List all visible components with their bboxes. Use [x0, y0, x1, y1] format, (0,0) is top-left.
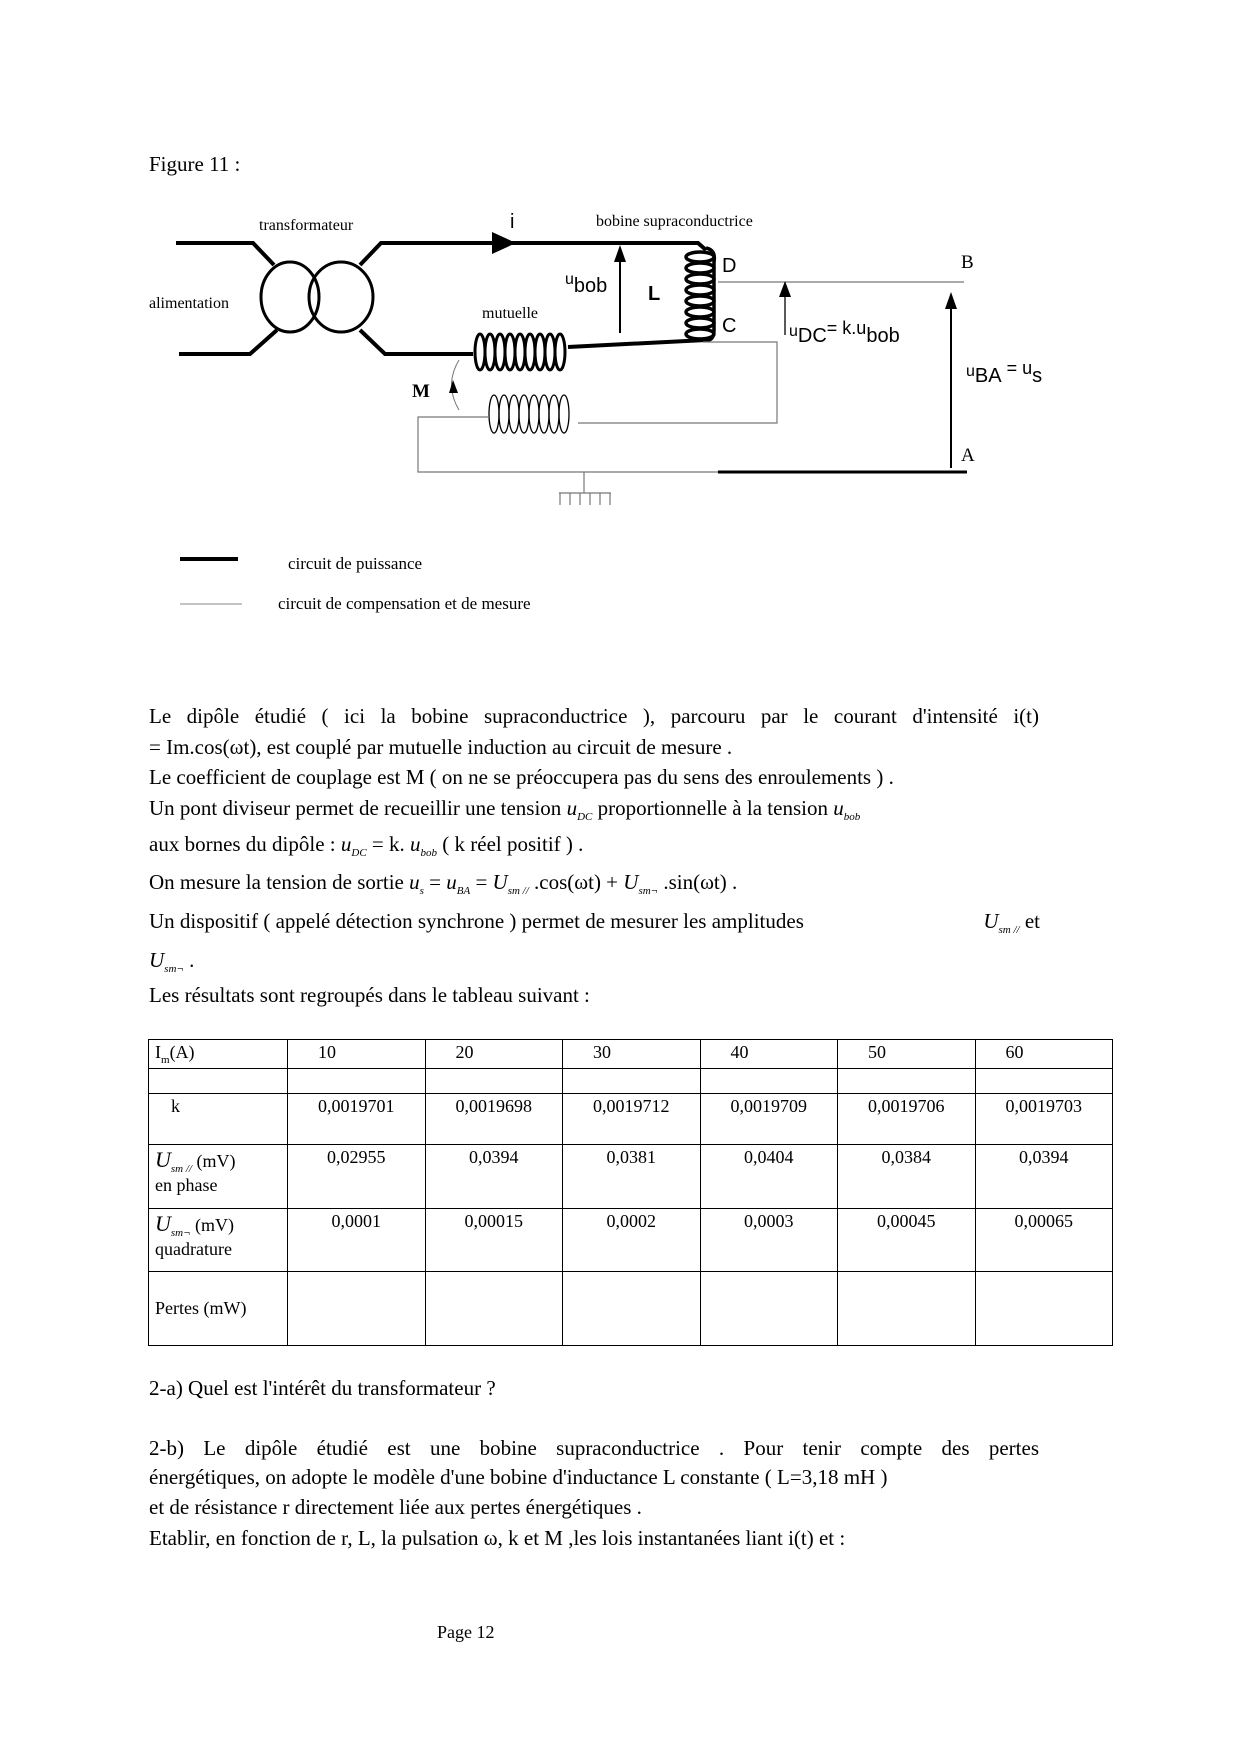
label-L: L — [648, 283, 661, 305]
table-cell: 0,00045 — [838, 1209, 976, 1272]
label-coil-title: bobine supraconductrice — [596, 213, 753, 230]
table-cell: 0,02955 — [288, 1145, 426, 1209]
text-line: On mesure la tension de sortie $u_s = u_{BA} = U_{sm //}$ $.\cos(\omega t) + U_{sm\neg}$ .sin(ωt) . — [149, 870, 738, 897]
header-quadrature: $U_{sm\neg}$ (mV) quadrature — [149, 1209, 288, 1272]
text-line: Le dipôle étudié ( ici la bobine supraconductrice ), parcouru par le courant d'intensité i(t) — [149, 704, 1039, 728]
legend-power-circuit: circuit de puissance — [288, 554, 423, 573]
table-cell: 30 — [563, 1040, 701, 1069]
table-cell: 0,00065 — [975, 1209, 1113, 1272]
label-D: D — [722, 255, 737, 277]
coil-mutual-primary — [475, 334, 565, 370]
table-cell: 40 — [700, 1040, 838, 1069]
text-line: = Im.cos(ωt), est couplé par mutuelle induction au circuit de mesure . — [149, 735, 733, 759]
circuit-diagram — [0, 0, 1240, 640]
table-cell: 0,0019709 — [700, 1094, 838, 1145]
table-cell: 0,0394 — [975, 1145, 1113, 1209]
table-cell: 0,00015 — [425, 1209, 563, 1272]
table-cell: 0,0394 — [425, 1145, 563, 1209]
text-line: Le coefficient de couplage est M ( on ne se préoccupera pas du sens des enroulements ) . — [149, 765, 894, 789]
label-B: B — [961, 252, 974, 273]
table-row-current — [149, 1040, 1113, 1069]
label-mutual: mutuelle — [482, 305, 538, 322]
text-line: Un pont diviseur permet de recueillir une tension $u_{DC}$ proportionnelle à la tension $u_{bob}$ — [149, 796, 861, 823]
text-line: Un dispositif ( appelé détection synchrone ) permet de mesurer les amplitudes $U_{sm //}$ et — [149, 909, 1040, 936]
label-C: C — [722, 315, 737, 337]
question-2a: 2-a) Quel est l'intérêt du transformateur ? — [149, 1376, 496, 1400]
header-losses: Pertes (mW) — [149, 1272, 288, 1346]
table-cell: 0,0019701 — [288, 1094, 426, 1145]
table-cell: 0,0381 — [563, 1145, 701, 1209]
wire-bottom — [360, 330, 473, 354]
wire-supply-top — [176, 243, 274, 265]
ground-icon — [559, 472, 611, 505]
wire-supply-bottom — [179, 330, 277, 354]
uba-arrow-icon — [945, 292, 957, 309]
table-cell: 0,0003 — [700, 1209, 838, 1272]
table-cell: 0,0384 — [838, 1145, 976, 1209]
question-2b-line: et de résistance r directement liée aux pertes énergétiques . — [149, 1495, 642, 1519]
header-k: k — [149, 1094, 288, 1145]
label-A: A — [961, 445, 975, 466]
text-line: Les résultats sont regroupés dans le tableau suivant : — [149, 983, 590, 1007]
question-2b-line: 2-b) Le dipôle étudié est une bobine supraconductrice . Pour tenir compte des pertes — [149, 1436, 1039, 1460]
text-line: $U_{sm\neg}$ . — [149, 948, 195, 975]
table-cell: 0,0019703 — [975, 1094, 1113, 1145]
results-table — [148, 1039, 1113, 1346]
label-uba: uBA = us — [966, 358, 1043, 387]
table-cell: 0,0019698 — [425, 1094, 563, 1145]
page-number: Page 12 — [437, 1622, 495, 1642]
label-udc: uDC= k.ubob — [789, 318, 900, 347]
ubob-arrow-icon — [614, 245, 626, 262]
current-arrow-icon — [492, 232, 516, 254]
table-cell: 0,0404 — [700, 1145, 838, 1209]
table-row-quadrature — [149, 1209, 1113, 1272]
table-row-empty — [149, 1069, 1113, 1094]
table-cell: 20 — [425, 1040, 563, 1069]
label-M: M — [412, 381, 430, 402]
mutual-arrowhead-icon — [449, 380, 458, 393]
table-row-in-phase — [149, 1145, 1113, 1209]
label-power-supply: alimentation — [149, 295, 229, 312]
table-cell: 0,0019706 — [838, 1094, 976, 1145]
label-current: i — [510, 211, 515, 233]
wire-measure — [578, 342, 777, 423]
legend-measure-circuit: circuit de compensation et de mesure — [278, 594, 531, 613]
question-2b-line: énergétiques, on adopte le modèle d'une bobine d'inductance L constante ( L=3,18 mH ) — [149, 1465, 888, 1489]
header-in-phase: $U_{sm //}$ (mV) en phase — [149, 1145, 288, 1209]
udc-arrow-icon — [779, 281, 791, 297]
text-line: aux bornes du dipôle : $u_{DC} = k$. $u_{bob}$ ( k réel positif ) . — [149, 832, 584, 859]
figure-label: Figure 11 : — [149, 152, 241, 176]
label-ubob: ubob — [565, 271, 608, 297]
table-cell: 0,0002 — [563, 1209, 701, 1272]
question-2b-line: Etablir, en fonction de r, L, la pulsation ω, k et M ,les lois instantanées liant i(t) et : — [149, 1526, 846, 1550]
table-cell: 0,0001 — [288, 1209, 426, 1272]
table-cell: 60 — [975, 1040, 1113, 1069]
table-row-losses — [149, 1272, 1113, 1346]
table-cell: 0,0019712 — [563, 1094, 701, 1145]
coil-mutual-secondary — [489, 395, 569, 433]
wire-c-mutual — [568, 340, 706, 347]
header-current: $I_m(A)$ — [149, 1040, 288, 1069]
table-cell: 10 — [288, 1040, 426, 1069]
table-row-k — [149, 1094, 1113, 1145]
coil-L — [686, 248, 714, 340]
wire-top — [360, 243, 706, 265]
label-transformer: transformateur — [259, 217, 354, 234]
table-cell: 50 — [838, 1040, 976, 1069]
